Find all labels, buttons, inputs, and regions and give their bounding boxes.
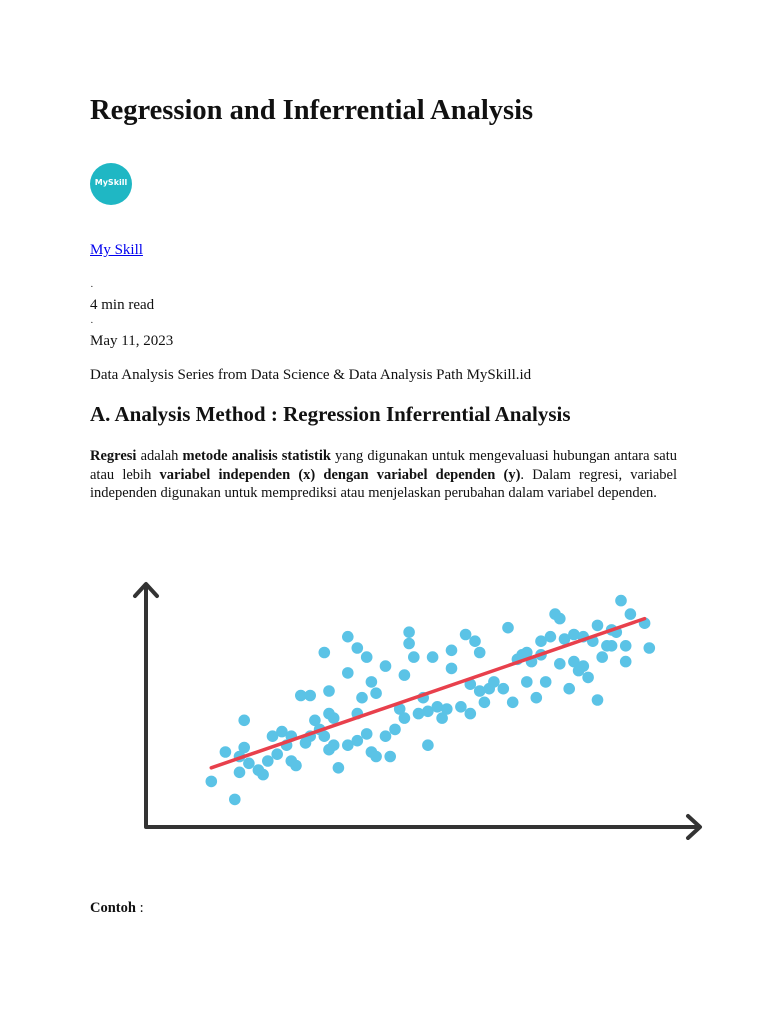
scatter-point bbox=[474, 647, 486, 659]
scatter-point bbox=[427, 651, 439, 663]
term-method: metode analisis statistik bbox=[182, 448, 331, 464]
scatter-point bbox=[356, 692, 368, 704]
regression-scatter-chart bbox=[130, 575, 710, 840]
scatter-point bbox=[403, 638, 415, 650]
scatter-point bbox=[554, 613, 566, 625]
meta-separator-1: · bbox=[90, 281, 94, 293]
scatter-point bbox=[545, 631, 557, 643]
scatter-point bbox=[389, 724, 401, 736]
scatter-point bbox=[596, 651, 608, 663]
article-subtitle: Data Analysis Series from Data Science & Data Analysis Path MySkill.id bbox=[90, 367, 532, 383]
publish-date: May 11, 2023 bbox=[90, 333, 174, 349]
scatter-point bbox=[220, 746, 232, 758]
scatter-point bbox=[238, 742, 250, 754]
scatter-point bbox=[399, 712, 411, 724]
scatter-point bbox=[352, 642, 364, 654]
scatter-point bbox=[521, 676, 533, 688]
para-text-2: yang digunakan untuk mengevaluasi hubungan antara satu atau lebih bbox=[90, 448, 678, 483]
para-text-1: adalah bbox=[136, 448, 183, 464]
scatter-point bbox=[620, 656, 632, 668]
article-title: Regression and Inferrential Analysis bbox=[90, 95, 534, 126]
scatter-point bbox=[620, 640, 632, 652]
scatter-point bbox=[319, 647, 331, 659]
scatter-point bbox=[540, 676, 552, 688]
scatter-point bbox=[625, 608, 637, 620]
scatter-point bbox=[592, 620, 604, 632]
scatter-point bbox=[446, 645, 458, 657]
scatter-point bbox=[488, 676, 500, 688]
scatter-point bbox=[366, 676, 378, 688]
scatter-point bbox=[271, 748, 283, 760]
scatter-point bbox=[361, 651, 373, 663]
section-heading: A. Analysis Method : Regression Inferrential Analysis bbox=[90, 402, 571, 426]
scatter-point bbox=[238, 715, 250, 727]
scatter-point bbox=[352, 735, 364, 747]
scatter-point bbox=[361, 728, 373, 740]
scatter-point bbox=[582, 672, 594, 684]
scatter-point bbox=[342, 631, 354, 643]
term-variables: variabel independen (x) dengan variabel dependen (y) bbox=[159, 466, 521, 483]
scatter-point bbox=[370, 687, 382, 699]
example-colon: : bbox=[135, 900, 144, 916]
scatter-point bbox=[384, 751, 396, 763]
scatter-point bbox=[304, 690, 316, 702]
scatter-point bbox=[446, 663, 458, 675]
scatter-point bbox=[206, 776, 218, 788]
scatter-point bbox=[455, 701, 467, 713]
scatter-point bbox=[234, 767, 246, 779]
example-label bbox=[90, 900, 144, 917]
scatter-point bbox=[606, 640, 618, 652]
author-link[interactable]: My Skill bbox=[90, 242, 143, 258]
scatter-point bbox=[502, 622, 514, 634]
scatter-point bbox=[422, 739, 434, 751]
scatter-point bbox=[441, 703, 453, 715]
scatter-point bbox=[479, 697, 491, 709]
scatter-point bbox=[380, 730, 392, 742]
scatter-point bbox=[290, 760, 302, 772]
scatter-point bbox=[333, 762, 345, 774]
scatter-point bbox=[257, 769, 269, 781]
scatter-point bbox=[243, 758, 255, 770]
intro-paragraph bbox=[90, 447, 677, 503]
scatter-point bbox=[262, 755, 274, 767]
scatter-point bbox=[319, 730, 331, 742]
scatter-point bbox=[328, 739, 340, 751]
scatter-point bbox=[498, 683, 510, 695]
scatter-point bbox=[370, 751, 382, 763]
avatar-logo-text: MySkill bbox=[94, 178, 128, 187]
scatter-point bbox=[399, 669, 411, 681]
scatter-point bbox=[380, 660, 392, 672]
term-regresi: Regresi bbox=[90, 448, 137, 464]
scatter-point bbox=[531, 692, 543, 704]
meta-separator-2: · bbox=[90, 317, 94, 329]
chart-axes bbox=[146, 585, 698, 827]
author-avatar[interactable] bbox=[90, 163, 132, 205]
scatter-point bbox=[592, 694, 604, 706]
scatter-point bbox=[554, 658, 566, 670]
scatter-point bbox=[465, 708, 477, 720]
scatter-point bbox=[578, 660, 590, 672]
scatter-point bbox=[460, 629, 472, 641]
scatter-point bbox=[469, 635, 481, 647]
scatter-point bbox=[328, 712, 340, 724]
read-time: 4 min read bbox=[90, 297, 155, 313]
scatter-point bbox=[229, 794, 241, 806]
scatter-point bbox=[403, 626, 415, 638]
scatter-point bbox=[563, 683, 575, 695]
para-text-3: . Dalam regresi, variabel independen digunakan untuk memprediksi atau menjelaskan perubahan dalam variabel dependen. bbox=[90, 466, 677, 501]
scatter-point bbox=[615, 595, 627, 607]
example-term: Contoh bbox=[90, 900, 136, 916]
scatter-point bbox=[323, 685, 335, 697]
scatter-point bbox=[408, 651, 420, 663]
scatter-point bbox=[342, 667, 354, 679]
scatter-point bbox=[507, 697, 519, 709]
scatter-point bbox=[644, 642, 656, 654]
